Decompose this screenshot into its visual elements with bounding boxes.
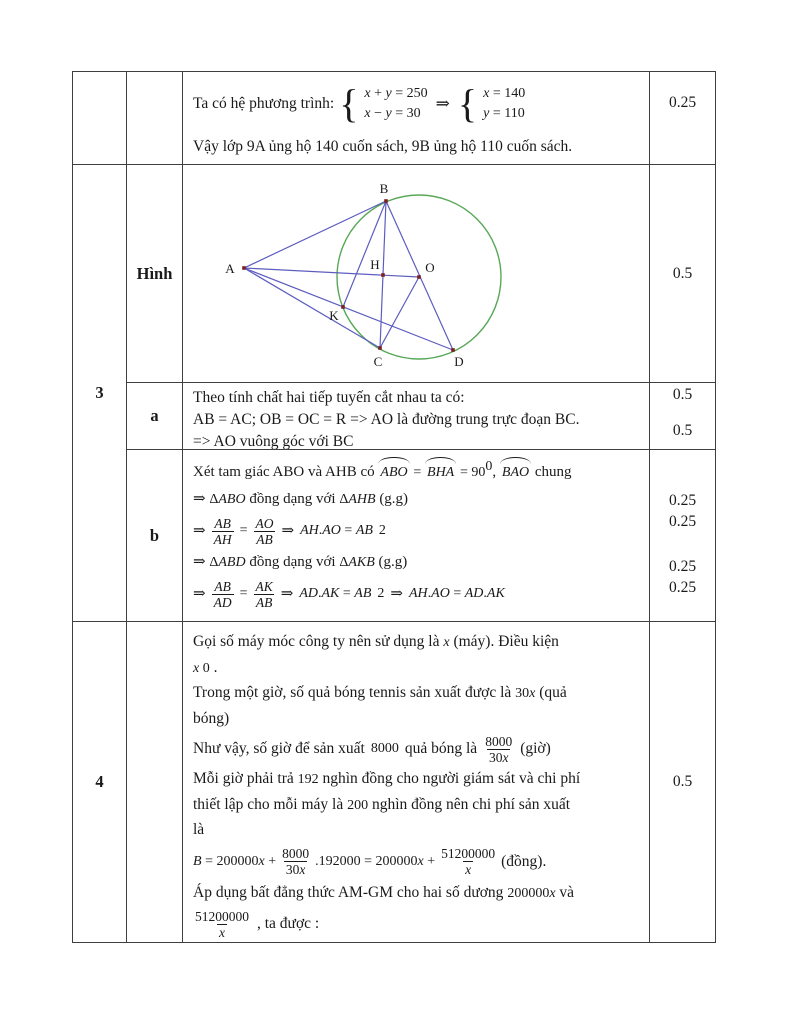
system-line bbox=[193, 75, 639, 133]
sol4-line-5: Như vậy, số giờ để sản xuất 8000 quả bóng là $\frac{8000}{30x}$ (giờ) bbox=[193, 733, 551, 765]
segment-AB bbox=[244, 201, 386, 268]
sol4-line-8: là bbox=[193, 821, 205, 838]
point-A bbox=[242, 266, 246, 270]
proof-line-2: AB = AC; OB = OC = R => AO là đường trung trực đoạn BC. bbox=[193, 411, 580, 428]
point-H bbox=[381, 273, 385, 277]
subpart-cell-empty-4 bbox=[127, 622, 183, 942]
score-value: 0.5 bbox=[672, 773, 693, 790]
fraction-51200000-x-2: $\frac{51200000}{x}$ bbox=[195, 908, 249, 940]
point-label-B: B bbox=[379, 181, 389, 196]
point-label-D: D bbox=[454, 354, 464, 369]
fraction-AB-AH: $\frac{AB}{AH}$ bbox=[213, 515, 232, 547]
subpart-label-b: b bbox=[127, 450, 183, 622]
score-value: 0.25 bbox=[668, 513, 697, 530]
proof-b-line-3: ⇒ $\frac{AB}{AH}$ = $\frac{AO}{AB}$ ⇒ AH.AO = AB 2 bbox=[193, 515, 386, 547]
question-number-4: 4 bbox=[73, 622, 127, 942]
left-brace-2: { bbox=[457, 81, 478, 126]
point-C bbox=[378, 346, 382, 350]
score-cell-3b bbox=[650, 450, 715, 622]
score-value: 0.25 bbox=[668, 579, 697, 596]
answer-key-table bbox=[72, 71, 716, 943]
fraction-8000-30x: $\frac{8000}{30x}$ bbox=[485, 733, 513, 765]
conclusion-text: Vậy lớp 9A ủng hộ 140 cuốn sách, 9B ủng hộ 110 cuốn sách. bbox=[193, 138, 573, 155]
equation-xy-diff: x − y = 30 bbox=[364, 106, 421, 121]
sol4-cost-formula: B = 200000x + $\frac{8000}{30x}$ .192000 = 200000x + $\frac{51200000}{x}$ (đồng). bbox=[193, 846, 547, 877]
point-K bbox=[341, 305, 345, 309]
score-value: 0.25 bbox=[668, 558, 697, 575]
point-B bbox=[384, 199, 388, 203]
segment-AO bbox=[244, 268, 419, 277]
proof-b-line-2: ⇒ ΔABO đồng dạng với ΔAHB (g.g) bbox=[193, 491, 409, 507]
solution-cell-3b bbox=[183, 450, 650, 622]
equation-pair-2 bbox=[483, 84, 525, 124]
score-value: 0.5 bbox=[672, 264, 693, 282]
solution-cell-4 bbox=[183, 622, 650, 942]
equation-xy-sum: x + y = 250 bbox=[364, 86, 428, 101]
angle-ABO: ABO bbox=[378, 457, 409, 486]
sol4-line-4: bóng) bbox=[193, 709, 230, 727]
question-number-3: 3 bbox=[73, 165, 127, 622]
solution-cell-3a bbox=[183, 383, 650, 450]
left-brace-1: { bbox=[339, 81, 359, 126]
proof-b-line-5: ⇒ $\frac{AB}{AD}$ = $\frac{AK}{AB}$ ⇒ AD.AK = AB 2 ⇒ AH.AO = AD.AK bbox=[193, 578, 505, 610]
system-intro-text: Ta có hệ phương trình: bbox=[193, 95, 335, 112]
score-value: 0.25 bbox=[668, 94, 697, 111]
point-D bbox=[451, 348, 455, 352]
proof-line-1: Theo tính chất hai tiếp tuyến cắt nhau ta có: bbox=[193, 389, 465, 406]
score-cell-3a bbox=[650, 383, 715, 450]
question-number-cell-empty bbox=[73, 72, 127, 165]
figure-cell bbox=[183, 165, 650, 383]
segment-AC bbox=[244, 268, 380, 348]
sol4-line-10: Áp dụng bất đẳng thức AM-GM cho hai số dương 200000x và bbox=[193, 883, 575, 901]
proof-line-3: => AO vuông góc với BC bbox=[193, 433, 354, 450]
sol4-line-11: $\frac{51200000}{x}$ , ta được : bbox=[195, 908, 320, 940]
implies-arrow: ⇒ bbox=[435, 94, 450, 113]
proof-b-line-4: ⇒ ΔABD đồng dạng với ΔAKB (g.g) bbox=[193, 554, 408, 570]
fraction-AO-AB: $\frac{AO}{AB}$ bbox=[255, 515, 274, 547]
segment-group bbox=[244, 201, 453, 350]
geometry-figure bbox=[183, 165, 650, 381]
angle-BAO: BAO bbox=[500, 457, 531, 486]
sol4-line-3: Trong một giờ, số quả bóng tennis sản xuất được là 30x (quả bbox=[193, 684, 567, 701]
solution-x: x = 140 bbox=[483, 86, 526, 101]
point-label-A: A bbox=[225, 261, 235, 276]
score-cell-row1 bbox=[650, 72, 715, 165]
fraction-51200000-x: $\frac{51200000}{x}$ bbox=[441, 846, 496, 877]
segment-BK bbox=[343, 201, 386, 307]
score-cell-4 bbox=[650, 622, 715, 942]
score-cell-figure bbox=[650, 165, 715, 383]
solution-y: y = 110 bbox=[483, 106, 525, 121]
score-value: 0.5 bbox=[672, 422, 693, 439]
point-label-H: H bbox=[370, 257, 380, 272]
segment-OC bbox=[380, 277, 419, 348]
point-label-O: O bbox=[425, 260, 435, 275]
equation-pair-1 bbox=[364, 84, 427, 124]
subpart-label-hinh: Hình bbox=[127, 165, 183, 383]
score-value: 0.5 bbox=[672, 386, 693, 403]
point-O bbox=[417, 275, 421, 279]
sol4-line-6: Mỗi giờ phải trả 192 nghìn đồng cho người giám sát và chi phí bbox=[193, 770, 581, 787]
solution-cell-equation-system bbox=[183, 72, 650, 165]
proof-b-line-1: Xét tam giác ABO và AHB có ABO = BHA = $90^0$, BAO chung bbox=[193, 454, 639, 486]
sol4-line-2: x 0 . bbox=[193, 658, 218, 676]
point-label-K: K bbox=[329, 308, 339, 323]
subpart-label-a: a bbox=[127, 383, 183, 450]
sol4-line-1: Gọi số máy móc công ty nên sử dụng là x (máy). Điều kiện bbox=[193, 633, 559, 650]
point-label-C: C bbox=[373, 354, 383, 369]
fraction-8000-30x-2: $\frac{8000}{30x}$ bbox=[282, 846, 310, 877]
fraction-AB-AD: $\frac{AB}{AD}$ bbox=[213, 578, 232, 610]
subpart-cell-empty bbox=[127, 72, 183, 165]
score-value: 0.25 bbox=[668, 492, 697, 509]
sol4-line-7: thiết lập cho mỗi máy là 200 nghìn đồng nên chi phí sản xuất bbox=[193, 795, 571, 813]
fraction-AK-AB: $\frac{AK}{AB}$ bbox=[255, 578, 273, 610]
angle-BHA: BHA bbox=[425, 457, 456, 486]
